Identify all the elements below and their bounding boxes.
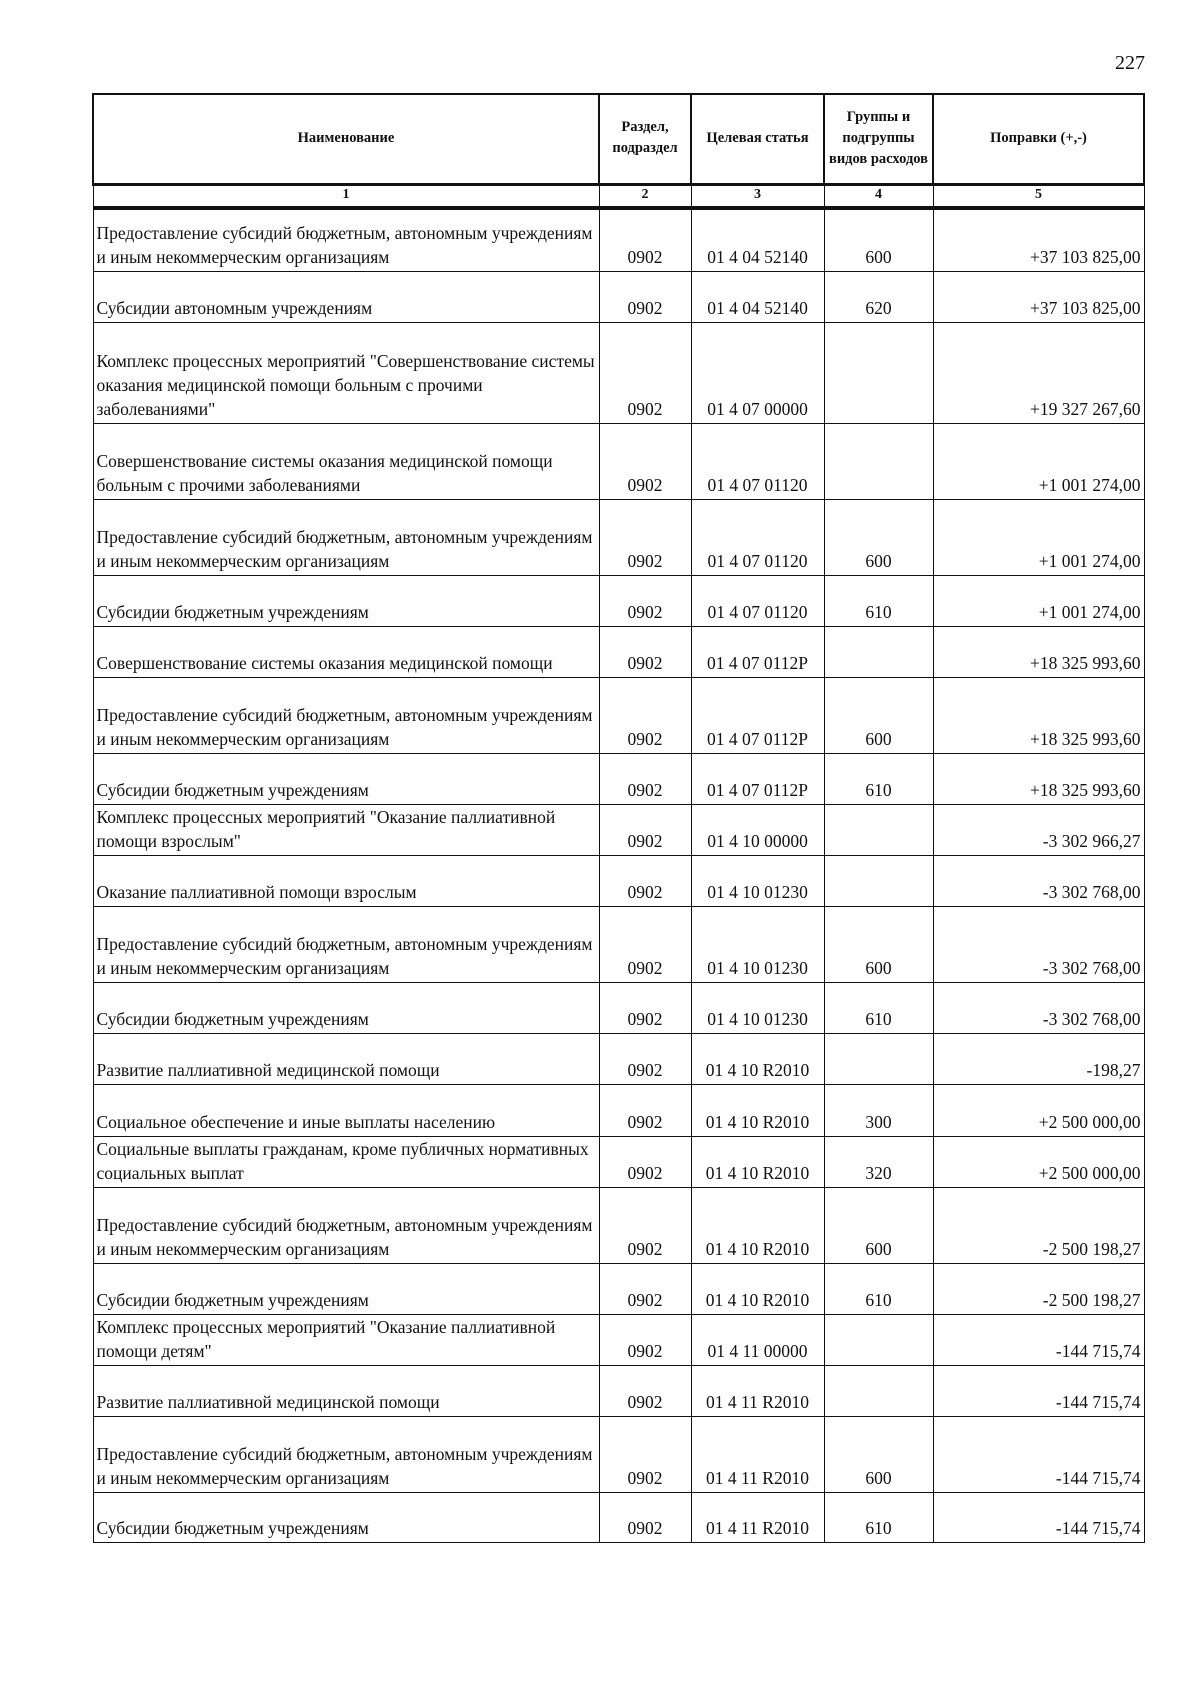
budget-amendments-table <box>92 93 1145 1543</box>
row-amount: +37 103 825,00 <box>933 271 1144 322</box>
row-group: 300 <box>824 1084 933 1136</box>
table-row <box>93 677 1144 753</box>
row-amount: -144 715,74 <box>933 1314 1144 1365</box>
row-section: 0902 <box>599 575 691 626</box>
row-name: Предоставление субсидий бюджетным, автономным учреждениям и иным некоммерческим организациям <box>93 208 599 271</box>
row-article: 01 4 10 R2010 <box>691 1084 824 1136</box>
row-group: 600 <box>824 208 933 271</box>
row-section: 0902 <box>599 855 691 906</box>
header-name: Наименование <box>93 94 599 185</box>
row-group <box>824 855 933 906</box>
row-group: 600 <box>824 499 933 575</box>
row-amount: +2 500 000,00 <box>933 1084 1144 1136</box>
row-article: 01 4 10 R2010 <box>691 1136 824 1187</box>
table-row <box>93 1263 1144 1314</box>
row-article: 01 4 07 0112P <box>691 677 824 753</box>
row-name: Совершенствование системы оказания медицинской помощи <box>93 626 599 677</box>
row-amount: -3 302 966,27 <box>933 804 1144 855</box>
row-amount: +18 325 993,60 <box>933 753 1144 804</box>
row-amount: -144 715,74 <box>933 1492 1144 1542</box>
row-section: 0902 <box>599 1365 691 1416</box>
row-article: 01 4 10 R2010 <box>691 1033 824 1084</box>
row-amount: +18 325 993,60 <box>933 677 1144 753</box>
row-group <box>824 1314 933 1365</box>
row-article: 01 4 10 R2010 <box>691 1263 824 1314</box>
row-group <box>824 804 933 855</box>
row-article: 01 4 04 52140 <box>691 208 824 271</box>
table-row <box>93 753 1144 804</box>
row-group: 610 <box>824 982 933 1033</box>
row-amount: +2 500 000,00 <box>933 1136 1144 1187</box>
row-name: Предоставление субсидий бюджетным, автономным учреждениям и иным некоммерческим организациям <box>93 1416 599 1492</box>
row-name: Предоставление субсидий бюджетным, автономным учреждениям и иным некоммерческим организациям <box>93 1187 599 1263</box>
table-row <box>93 423 1144 499</box>
page-number: 227 <box>1115 52 1145 74</box>
column-number: 3 <box>691 185 824 209</box>
row-name: Развитие паллиативной медицинской помощи <box>93 1365 599 1416</box>
row-article: 01 4 07 01120 <box>691 575 824 626</box>
row-section: 0902 <box>599 804 691 855</box>
row-group: 600 <box>824 677 933 753</box>
row-article: 01 4 10 01230 <box>691 906 824 982</box>
row-group: 610 <box>824 1492 933 1542</box>
row-section: 0902 <box>599 322 691 423</box>
row-group: 600 <box>824 906 933 982</box>
header-section: Раздел, подраздел <box>599 94 691 185</box>
column-number: 2 <box>599 185 691 209</box>
row-section: 0902 <box>599 982 691 1033</box>
table-row <box>93 1314 1144 1365</box>
row-name: Оказание паллиативной помощи взрослым <box>93 855 599 906</box>
row-name: Субсидии бюджетным учреждениям <box>93 982 599 1033</box>
row-group: 620 <box>824 271 933 322</box>
column-number: 4 <box>824 185 933 209</box>
row-section: 0902 <box>599 626 691 677</box>
row-group <box>824 1365 933 1416</box>
row-name: Развитие паллиативной медицинской помощи <box>93 1033 599 1084</box>
row-article: 01 4 11 R2010 <box>691 1416 824 1492</box>
row-article: 01 4 10 01230 <box>691 855 824 906</box>
row-group: 600 <box>824 1187 933 1263</box>
row-article: 01 4 04 52140 <box>691 271 824 322</box>
table-row <box>93 982 1144 1033</box>
row-article: 01 4 07 0112P <box>691 753 824 804</box>
row-group: 610 <box>824 753 933 804</box>
row-group <box>824 322 933 423</box>
row-name: Субсидии автономным учреждениям <box>93 271 599 322</box>
row-amount: -144 715,74 <box>933 1365 1144 1416</box>
row-name: Комплекс процессных мероприятий "Оказание паллиативной помощи взрослым" <box>93 804 599 855</box>
row-group <box>824 1033 933 1084</box>
row-amount: -3 302 768,00 <box>933 855 1144 906</box>
row-amount: +1 001 274,00 <box>933 575 1144 626</box>
row-amount: -3 302 768,00 <box>933 982 1144 1033</box>
table-row <box>93 1136 1144 1187</box>
row-amount: +18 325 993,60 <box>933 626 1144 677</box>
row-name: Социальное обеспечение и иные выплаты населению <box>93 1084 599 1136</box>
row-group: 320 <box>824 1136 933 1187</box>
row-section: 0902 <box>599 753 691 804</box>
row-name: Комплекс процессных мероприятий "Совершенствование системы оказания медицинской помощи больным с прочими заболеваниями" <box>93 322 599 423</box>
row-name: Субсидии бюджетным учреждениям <box>93 753 599 804</box>
row-name: Предоставление субсидий бюджетным, автономным учреждениям и иным некоммерческим организациям <box>93 906 599 982</box>
header-article: Целевая статья <box>691 94 824 185</box>
table-row <box>93 1416 1144 1492</box>
row-name: Субсидии бюджетным учреждениям <box>93 575 599 626</box>
table-row <box>93 271 1144 322</box>
table-row <box>93 1187 1144 1263</box>
row-article: 01 4 11 R2010 <box>691 1492 824 1542</box>
table-row <box>93 804 1144 855</box>
row-section: 0902 <box>599 1187 691 1263</box>
row-section: 0902 <box>599 677 691 753</box>
row-article: 01 4 10 00000 <box>691 804 824 855</box>
row-amount: -198,27 <box>933 1033 1144 1084</box>
row-amount: +1 001 274,00 <box>933 423 1144 499</box>
row-article: 01 4 07 01120 <box>691 499 824 575</box>
row-amount: +37 103 825,00 <box>933 208 1144 271</box>
row-group: 600 <box>824 1416 933 1492</box>
table-row <box>93 1033 1144 1084</box>
row-amount: +1 001 274,00 <box>933 499 1144 575</box>
table-row <box>93 208 1144 271</box>
row-article: 01 4 10 R2010 <box>691 1187 824 1263</box>
row-group <box>824 626 933 677</box>
row-article: 01 4 11 00000 <box>691 1314 824 1365</box>
row-section: 0902 <box>599 1136 691 1187</box>
row-section: 0902 <box>599 1084 691 1136</box>
row-amount: -2 500 198,27 <box>933 1187 1144 1263</box>
row-article: 01 4 07 0112P <box>691 626 824 677</box>
row-name: Социальные выплаты гражданам, кроме публичных нормативных социальных выплат <box>93 1136 599 1187</box>
column-number: 5 <box>933 185 1144 209</box>
column-number: 1 <box>93 185 599 209</box>
row-section: 0902 <box>599 499 691 575</box>
row-amount: -3 302 768,00 <box>933 906 1144 982</box>
table-row <box>93 626 1144 677</box>
row-amount: +19 327 267,60 <box>933 322 1144 423</box>
row-article: 01 4 10 01230 <box>691 982 824 1033</box>
row-section: 0902 <box>599 423 691 499</box>
table-row <box>93 499 1144 575</box>
row-section: 0902 <box>599 1492 691 1542</box>
row-name: Субсидии бюджетным учреждениям <box>93 1492 599 1542</box>
table-row <box>93 322 1144 423</box>
row-section: 0902 <box>599 1033 691 1084</box>
row-amount: -144 715,74 <box>933 1416 1144 1492</box>
row-section: 0902 <box>599 906 691 982</box>
row-section: 0902 <box>599 1416 691 1492</box>
row-section: 0902 <box>599 1263 691 1314</box>
row-name: Совершенствование системы оказания медицинской помощи больным с прочими заболеваниями <box>93 423 599 499</box>
table-row <box>93 1492 1144 1542</box>
table-row <box>93 906 1144 982</box>
row-group: 610 <box>824 1263 933 1314</box>
header-row <box>93 94 1144 185</box>
header-group: Группы и подгруппы видов расходов <box>824 94 933 185</box>
row-name: Комплекс процессных мероприятий "Оказание паллиативной помощи детям" <box>93 1314 599 1365</box>
row-section: 0902 <box>599 208 691 271</box>
row-article: 01 4 11 R2010 <box>691 1365 824 1416</box>
header-amount: Поправки (+,-) <box>933 94 1144 185</box>
row-article: 01 4 07 00000 <box>691 322 824 423</box>
row-name: Предоставление субсидий бюджетным, автономным учреждениям и иным некоммерческим организациям <box>93 677 599 753</box>
row-section: 0902 <box>599 1314 691 1365</box>
row-article: 01 4 07 01120 <box>691 423 824 499</box>
row-amount: -2 500 198,27 <box>933 1263 1144 1314</box>
row-group <box>824 423 933 499</box>
column-number-row <box>93 185 1144 209</box>
row-group: 610 <box>824 575 933 626</box>
table-row <box>93 1365 1144 1416</box>
row-section: 0902 <box>599 271 691 322</box>
table-row <box>93 575 1144 626</box>
table-row <box>93 855 1144 906</box>
row-name: Предоставление субсидий бюджетным, автономным учреждениям и иным некоммерческим организациям <box>93 499 599 575</box>
table-row <box>93 1084 1144 1136</box>
row-name: Субсидии бюджетным учреждениям <box>93 1263 599 1314</box>
